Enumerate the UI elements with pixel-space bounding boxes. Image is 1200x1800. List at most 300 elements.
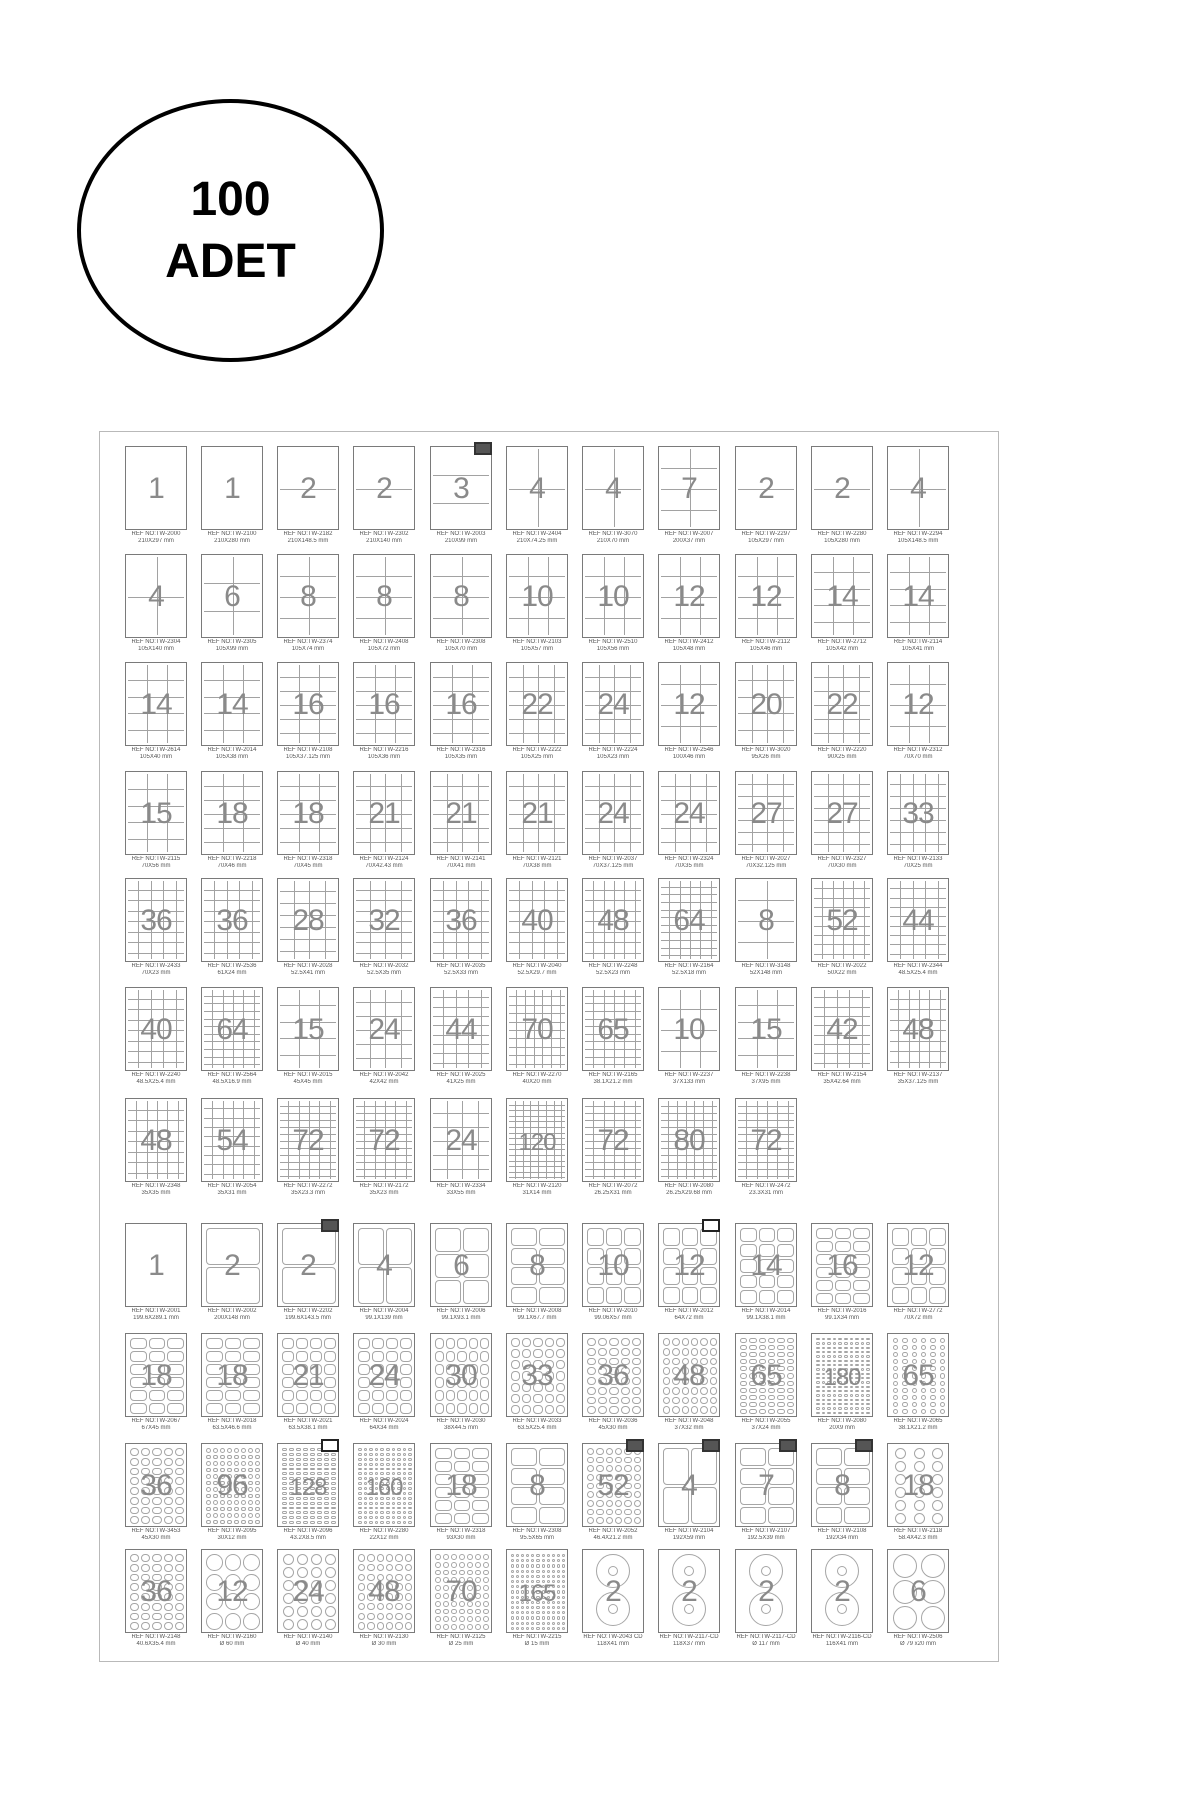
- rounded-label-outline: [375, 1458, 379, 1461]
- rounded-label-outline: [386, 1458, 390, 1461]
- label-grid-line: [585, 677, 641, 678]
- label-sheet-preview: [125, 878, 187, 962]
- label-sheet-preview: [735, 771, 797, 855]
- rounded-label-outline: [634, 1457, 641, 1464]
- rounded-label-outline: [289, 1463, 294, 1466]
- label-grid-line: [509, 1064, 565, 1065]
- label-template-tile: [811, 987, 873, 1097]
- template-ref-number: REF NO:TW-2334: [436, 1183, 486, 1189]
- rounded-label-outline: [822, 1412, 826, 1414]
- rounded-label-outline: [777, 1402, 784, 1407]
- template-dimensions: 105X74 mm: [291, 646, 325, 652]
- label-sheet-preview: [887, 446, 949, 530]
- label-sheet-preview: [430, 1333, 492, 1417]
- round-label-outline: [542, 1570, 545, 1573]
- rounded-label-outline: [255, 1513, 260, 1518]
- rounded-label-outline: [213, 1507, 218, 1512]
- label-sheet-preview: [506, 771, 568, 855]
- label-count: 4: [148, 580, 164, 613]
- rounded-label-outline: [317, 1507, 322, 1510]
- label-sheet-preview: [353, 1443, 415, 1527]
- round-label-outline: [547, 1554, 550, 1557]
- template-dimensions: 210X70 mm: [596, 538, 630, 544]
- template-dimensions: 40X20 mm: [522, 1079, 552, 1085]
- template-ref-number: REF NO:TW-2133: [893, 856, 943, 862]
- label-grid-line: [509, 996, 565, 997]
- round-label-outline: [521, 1564, 524, 1567]
- label-count: 12: [902, 1249, 934, 1282]
- label-sheet-preview: [506, 1223, 568, 1307]
- label-count: 18: [140, 1359, 172, 1392]
- label-grid-line: [509, 1121, 565, 1122]
- template-ref-number: REF NO:TW-2280: [359, 1528, 409, 1534]
- rounded-label-outline: [850, 1403, 854, 1405]
- rounded-label-outline: [632, 1348, 641, 1356]
- rounded-label-outline: [364, 1516, 368, 1519]
- rounded-label-outline: [827, 1355, 831, 1357]
- template-ref-number: REF NO:TW-2404: [512, 531, 562, 537]
- label-template-tile: [430, 446, 492, 556]
- label-count: 6: [224, 580, 240, 613]
- label-count: 15: [292, 1013, 324, 1046]
- template-ref-number: REF NO:TW-2130: [359, 1634, 409, 1640]
- rounded-label-outline: [587, 1397, 596, 1405]
- label-grid-line: [280, 677, 336, 678]
- rounded-label-outline: [749, 1409, 756, 1414]
- label-template-tile: [125, 1223, 187, 1333]
- label-grid-line: [356, 953, 412, 954]
- rounded-label-outline: [759, 1409, 766, 1414]
- label-template-tile: [277, 1443, 339, 1553]
- rounded-label-outline: [850, 1342, 854, 1344]
- rounded-label-outline: [587, 1406, 596, 1414]
- rounded-label-outline: [175, 1448, 184, 1456]
- rounded-label-outline: [289, 1453, 294, 1456]
- rounded-label-outline: [511, 1349, 520, 1358]
- rounded-label-outline: [838, 1351, 842, 1353]
- round-label-outline: [914, 1513, 925, 1524]
- rounded-label-outline: [539, 1507, 565, 1525]
- round-label-outline: [377, 1554, 384, 1561]
- label-grid-line: [585, 576, 641, 577]
- round-label-outline: [547, 1559, 550, 1562]
- rounded-label-outline: [282, 1468, 287, 1471]
- rounded-label-outline: [317, 1463, 322, 1466]
- template-dimensions: 67X45 mm: [141, 1425, 171, 1431]
- label-grid-line: [204, 730, 260, 731]
- rounded-label-outline: [255, 1507, 260, 1512]
- rounded-label-outline: [787, 1409, 794, 1414]
- round-label-outline: [516, 1616, 519, 1619]
- label-grid-line: [814, 572, 870, 573]
- template-ref-number: REF NO:TW-2028: [283, 963, 333, 969]
- label-sheet-preview: [735, 1098, 797, 1182]
- rounded-label-outline: [615, 1448, 622, 1455]
- label-template-tile: [887, 771, 949, 881]
- round-label-outline: [531, 1627, 534, 1630]
- template-dimensions: 99.1X93.1 mm: [441, 1315, 481, 1321]
- round-label-outline: [511, 1570, 514, 1573]
- template-ref-number: REF NO:TW-2614: [131, 747, 181, 753]
- rounded-label-outline: [392, 1468, 396, 1471]
- round-label-outline: [562, 1616, 565, 1619]
- round-label-outline: [895, 1448, 906, 1459]
- label-template-tile: [658, 1098, 720, 1208]
- round-label-outline: [526, 1616, 529, 1619]
- round-label-outline: [311, 1554, 322, 1565]
- round-label-outline: [516, 1554, 519, 1557]
- rounded-label-outline: [255, 1520, 260, 1525]
- round-label-outline: [405, 1554, 412, 1561]
- label-grid-line: [661, 468, 717, 469]
- round-label-outline: [451, 1554, 457, 1560]
- round-label-outline: [467, 1624, 473, 1630]
- rounded-label-outline: [911, 1228, 928, 1246]
- rounded-label-outline: [598, 1338, 607, 1346]
- label-count: 10: [597, 580, 629, 613]
- rounded-label-outline: [392, 1511, 396, 1514]
- rounded-label-outline: [248, 1513, 253, 1518]
- rounded-label-outline: [833, 1403, 837, 1405]
- label-sheet-preview: [125, 446, 187, 530]
- label-grid-line: [280, 1005, 336, 1006]
- rounded-label-outline: [397, 1507, 401, 1510]
- label-grid-line: [509, 1005, 565, 1006]
- template-dimensions: 70X42.43 mm: [365, 863, 403, 869]
- label-grid-line: [661, 618, 717, 619]
- label-template-tile: [201, 1098, 263, 1208]
- template-dimensions: 63.5X46.6 mm: [212, 1425, 252, 1431]
- round-label-outline: [405, 1622, 412, 1629]
- label-template-tile: [658, 878, 720, 988]
- template-dimensions: 37X133 mm: [672, 1079, 706, 1085]
- round-label-outline: [932, 1513, 943, 1524]
- label-sheet-preview: [125, 1333, 187, 1417]
- template-dimensions: 40.6X35.4 mm: [136, 1641, 176, 1647]
- label-count: 18: [216, 797, 248, 830]
- template-dimensions: 48.5X25.4 mm: [898, 970, 938, 976]
- template-marker-icon: [626, 1439, 644, 1452]
- template-dimensions: 50X22 mm: [827, 970, 857, 976]
- label-template-tile: [125, 878, 187, 988]
- rounded-label-outline: [853, 1293, 870, 1304]
- label-grid-line: [738, 576, 794, 577]
- template-ref-number: REF NO:TW-2014: [741, 1308, 791, 1314]
- label-template-tile: [811, 1333, 873, 1443]
- rounded-label-outline: [621, 1397, 630, 1405]
- label-template-tile: [582, 446, 644, 556]
- rounded-label-outline: [822, 1407, 826, 1409]
- round-label-outline: [516, 1627, 519, 1630]
- label-template-tile: [353, 1223, 415, 1333]
- round-label-outline: [283, 1554, 294, 1565]
- label-grid-line: [509, 786, 565, 787]
- label-sheet-preview: [735, 554, 797, 638]
- label-template-tile: [201, 662, 263, 772]
- label-template-tile: [582, 878, 644, 988]
- label-sheet-preview: [353, 878, 415, 962]
- round-label-outline: [443, 1616, 449, 1622]
- label-grid-line: [356, 677, 412, 678]
- label-count: 70: [521, 1013, 553, 1046]
- rounded-label-outline: [400, 1403, 412, 1414]
- round-label-outline: [475, 1554, 481, 1560]
- round-label-outline: [562, 1564, 565, 1567]
- label-grid-line: [661, 1176, 717, 1177]
- template-dimensions: 35X23.3 mm: [290, 1190, 326, 1196]
- label-sheet-preview: [582, 1443, 644, 1527]
- rounded-label-outline: [700, 1348, 707, 1356]
- rounded-label-outline: [152, 1564, 161, 1572]
- round-label-outline: [536, 1570, 539, 1573]
- rounded-label-outline: [331, 1511, 336, 1514]
- rounded-label-outline: [369, 1448, 373, 1451]
- rounded-label-outline: [663, 1348, 670, 1356]
- round-label-outline: [552, 1611, 555, 1614]
- label-sheet-preview: [353, 771, 415, 855]
- rounded-label-outline: [740, 1352, 747, 1357]
- label-count: 21: [445, 797, 477, 830]
- label-count: 24: [368, 1359, 400, 1392]
- label-sheet-preview: [430, 1549, 492, 1633]
- label-count: 24: [597, 797, 629, 830]
- label-grid-line: [433, 677, 489, 678]
- template-ref-number: REF NO:TW-2014: [207, 747, 257, 753]
- rounded-label-outline: [691, 1397, 698, 1405]
- template-marker-icon: [779, 1439, 797, 1452]
- rounded-label-outline: [175, 1458, 184, 1466]
- label-grid-line: [356, 842, 412, 843]
- label-template-tile: [506, 878, 568, 988]
- label-sheet-preview: [582, 554, 644, 638]
- rounded-label-outline: [749, 1395, 756, 1400]
- round-label-outline: [483, 1562, 489, 1568]
- rounded-label-outline: [609, 1348, 618, 1356]
- round-label-outline: [516, 1564, 519, 1567]
- template-marker-icon: [702, 1439, 720, 1452]
- rounded-label-outline: [392, 1453, 396, 1456]
- label-count: 12: [216, 1575, 248, 1608]
- label-sheet-preview: [430, 1223, 492, 1307]
- template-dimensions: 210X99 mm: [444, 538, 478, 544]
- label-template-tile: [582, 1549, 644, 1659]
- template-ref-number: REF NO:TW-2108: [283, 747, 333, 753]
- template-ref-number: REF NO:TW-2016: [817, 1308, 867, 1314]
- rounded-label-outline: [587, 1448, 594, 1455]
- rounded-label-outline: [768, 1507, 794, 1525]
- round-label-outline: [552, 1570, 555, 1573]
- round-label-outline: [297, 1619, 308, 1630]
- rounded-label-outline: [596, 1448, 603, 1455]
- round-label-outline: [893, 1606, 917, 1630]
- template-ref-number: REF NO:TW-2007: [664, 531, 714, 537]
- label-sheet-preview: [887, 554, 949, 638]
- rounded-label-outline: [380, 1511, 384, 1514]
- rounded-label-outline: [587, 1338, 596, 1346]
- label-template-tile: [735, 987, 797, 1097]
- label-count: 22: [826, 688, 858, 721]
- label-sheet-preview: [811, 1549, 873, 1633]
- rounded-label-outline: [855, 1399, 859, 1401]
- rounded-label-outline: [164, 1516, 173, 1524]
- label-count: 48: [673, 1359, 705, 1392]
- template-ref-number: REF NO:TW-2117-CD: [736, 1634, 796, 1640]
- template-ref-number: REF NO:TW-2096: [283, 1528, 333, 1534]
- rounded-label-outline: [838, 1394, 842, 1396]
- template-ref-number: REF NO:TW-2280: [817, 531, 867, 537]
- rounded-label-outline: [380, 1448, 384, 1451]
- template-dimensions: 105X42 mm: [825, 646, 859, 652]
- label-sheet-preview: [582, 987, 644, 1071]
- label-template-tile: [277, 554, 339, 664]
- label-template-tile: [887, 446, 949, 556]
- rounded-label-outline: [598, 1348, 607, 1356]
- round-label-outline: [902, 1338, 907, 1343]
- label-sheet-preview: [811, 1443, 873, 1527]
- label-template-tile: [735, 771, 797, 881]
- round-label-outline: [451, 1624, 457, 1630]
- rounded-label-outline: [833, 1407, 837, 1409]
- rounded-label-outline: [844, 1412, 848, 1414]
- rounded-label-outline: [816, 1347, 820, 1349]
- label-template-tile: [277, 771, 339, 881]
- rounded-label-outline: [787, 1395, 794, 1400]
- template-dimensions: 70X45 mm: [293, 863, 323, 869]
- label-sheet-preview: [658, 1223, 720, 1307]
- round-label-outline: [902, 1345, 907, 1350]
- label-grid-line: [509, 576, 565, 577]
- rounded-label-outline: [615, 1457, 622, 1464]
- label-count: 160: [365, 1474, 403, 1501]
- template-ref-number: REF NO:TW-2141: [436, 856, 486, 862]
- label-template-tile: [658, 1549, 720, 1659]
- rounded-label-outline: [672, 1348, 679, 1356]
- label-template-tile: [277, 446, 339, 556]
- label-sheet-preview: [811, 554, 873, 638]
- rounded-label-outline: [787, 1345, 794, 1350]
- label-grid-line: [738, 1055, 794, 1056]
- template-ref-number: REF NO:TW-2412: [664, 639, 714, 645]
- template-dimensions: 20X9 mm: [829, 1425, 855, 1431]
- rounded-label-outline: [861, 1407, 865, 1409]
- round-label-outline: [547, 1616, 550, 1619]
- rounded-label-outline: [822, 1399, 826, 1401]
- label-sheet-preview: [658, 554, 720, 638]
- round-label-outline: [395, 1613, 402, 1620]
- label-count: 2: [758, 1575, 774, 1608]
- label-sheet-preview: [658, 662, 720, 746]
- rounded-label-outline: [380, 1458, 384, 1461]
- round-label-outline: [536, 1616, 539, 1619]
- label-template-tile: [887, 987, 949, 1097]
- rounded-label-outline: [691, 1348, 698, 1356]
- rounded-label-outline: [816, 1351, 820, 1353]
- rounded-label-outline: [397, 1511, 401, 1514]
- label-template-tile: [353, 1549, 415, 1659]
- round-label-outline: [940, 1345, 945, 1350]
- rounded-label-outline: [749, 1352, 756, 1357]
- rounded-label-outline: [130, 1613, 139, 1621]
- rounded-label-outline: [777, 1345, 784, 1350]
- label-template-tile: [277, 662, 339, 772]
- template-ref-number: REF NO:TW-2318: [283, 856, 333, 862]
- template-dimensions: 99.06X57 mm: [594, 1315, 632, 1321]
- round-label-outline: [542, 1627, 545, 1630]
- label-sheet-preview: [277, 1223, 339, 1307]
- rounded-label-outline: [816, 1342, 820, 1344]
- rounded-label-outline: [672, 1338, 679, 1346]
- rounded-label-outline: [241, 1520, 246, 1525]
- rounded-label-outline: [740, 1338, 747, 1343]
- rounded-label-outline: [861, 1394, 865, 1396]
- round-label-outline: [526, 1611, 529, 1614]
- label-count: 2: [376, 472, 392, 505]
- label-template-tile: [735, 446, 797, 556]
- label-grid-line: [433, 576, 489, 577]
- round-label-outline: [921, 1402, 926, 1407]
- label-template-tile: [658, 1333, 720, 1443]
- rounded-label-outline: [296, 1453, 301, 1456]
- rounded-label-outline: [227, 1461, 232, 1466]
- label-template-tile: [277, 1549, 339, 1659]
- round-label-outline: [536, 1554, 539, 1557]
- rounded-label-outline: [303, 1468, 308, 1471]
- rounded-label-outline: [220, 1520, 225, 1525]
- round-label-outline: [435, 1570, 441, 1576]
- label-grid-line: [661, 1120, 717, 1121]
- round-label-outline: [358, 1554, 365, 1561]
- rounded-label-outline: [844, 1342, 848, 1344]
- label-grid-line: [280, 951, 336, 952]
- rounded-label-outline: [816, 1507, 842, 1525]
- round-label-outline: [367, 1613, 374, 1620]
- rounded-label-outline: [227, 1455, 232, 1460]
- rounded-label-outline: [853, 1228, 870, 1239]
- label-sheet-preview: [735, 987, 797, 1071]
- round-label-outline: [912, 1345, 917, 1350]
- label-grid-line: [433, 618, 489, 619]
- round-label-outline: [547, 1611, 550, 1614]
- round-label-outline: [542, 1616, 545, 1619]
- rounded-label-outline: [289, 1507, 294, 1510]
- label-count: 27: [750, 797, 782, 830]
- template-dimensions: 93X30 mm: [446, 1535, 476, 1541]
- rounded-label-outline: [296, 1507, 301, 1510]
- label-count: 70: [445, 1575, 477, 1608]
- label-template-tile: [506, 1333, 568, 1443]
- round-label-outline: [542, 1622, 545, 1625]
- template-dimensions: 35X23 mm: [369, 1190, 399, 1196]
- label-grid-line: [509, 1047, 565, 1048]
- label-template-tile: [582, 987, 644, 1097]
- rounded-label-outline: [740, 1402, 747, 1407]
- round-label-outline: [435, 1562, 441, 1568]
- rounded-label-outline: [375, 1507, 379, 1510]
- label-grid-line: [280, 733, 336, 734]
- rounded-label-outline: [454, 1448, 471, 1459]
- rounded-label-outline: [472, 1513, 489, 1524]
- rounded-label-outline: [130, 1448, 139, 1456]
- rounded-label-outline: [822, 1342, 826, 1344]
- template-ref-number: REF NO:TW-2114: [893, 639, 943, 645]
- rounded-label-outline: [480, 1338, 489, 1349]
- rounded-label-outline: [386, 1403, 398, 1414]
- round-label-outline: [521, 1611, 524, 1614]
- rounded-label-outline: [358, 1448, 362, 1451]
- round-label-outline: [562, 1627, 565, 1630]
- label-template-tile: [811, 1223, 873, 1333]
- label-grid-line: [128, 839, 184, 840]
